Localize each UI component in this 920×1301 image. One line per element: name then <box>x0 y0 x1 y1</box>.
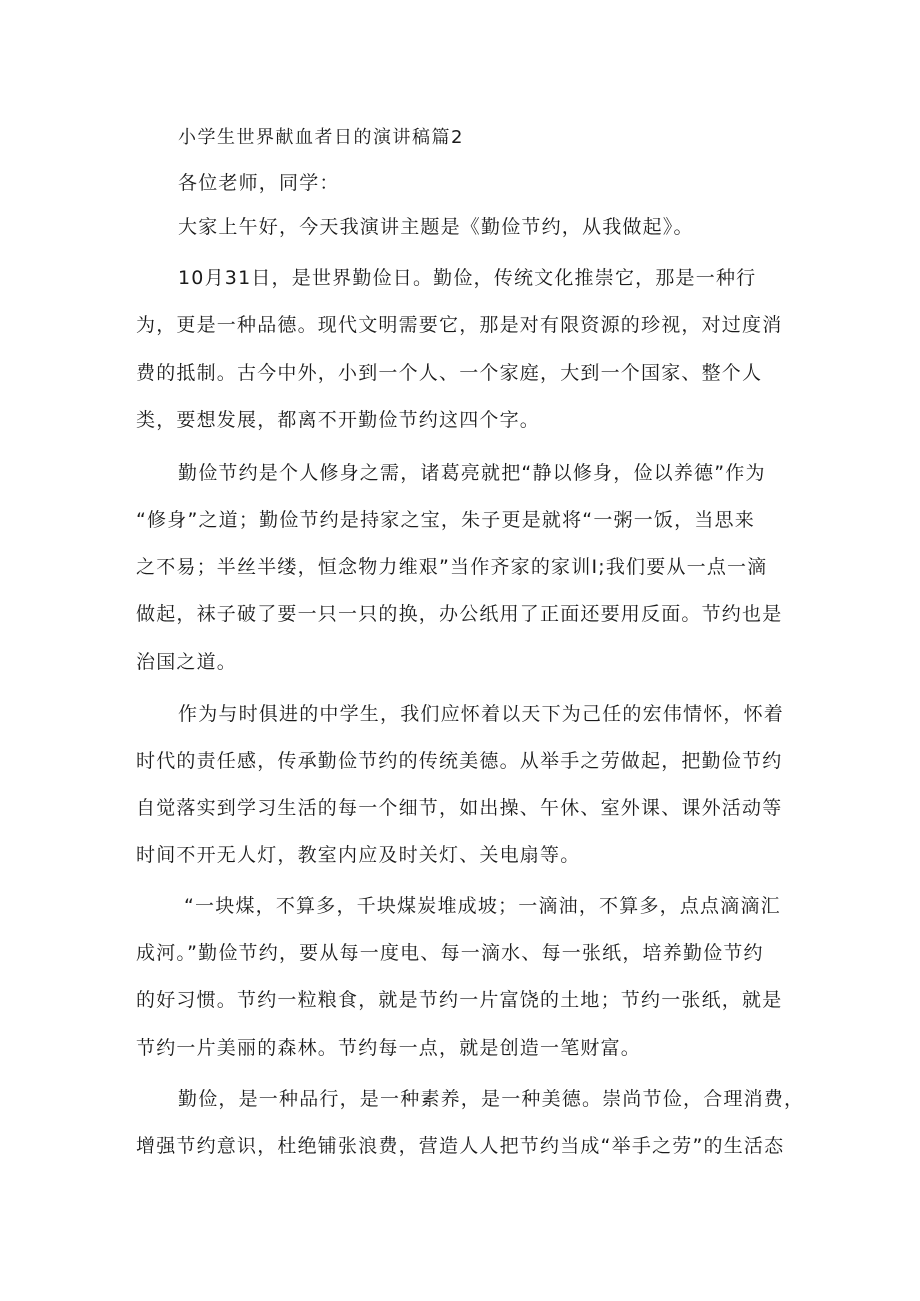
paragraph-4-line-1: 作为与时俱进的中学生，我们应怀着以天下为己任的宏伟情怀，怀着 <box>178 703 785 725</box>
paragraph-2-line-1: 10月31日，是世界勤俭日。勤俭，传统文化推崇它，那是一种行 <box>178 267 757 289</box>
paragraph-4-line-2: 时代的责任感，传承勤俭节约的传统美德。从举手之劳做起，把勤俭节约 <box>136 750 783 772</box>
paragraph-3-line-3: 之不易；半丝半缕，恒念物力维艰”当作齐家的家训I;我们要从一点一滴 <box>136 556 768 578</box>
paragraph-2-line-3: 费的抵制。古今中外，小到一个人、一个家庭，大到一个国家、整个人 <box>136 362 763 384</box>
paragraph-5-line-4: 节约一片美丽的森林。节约每一点，就是创造一笔财富。 <box>136 1037 642 1059</box>
paragraph-4-line-4: 时间不开无人灯，教室内应及时关灯、关电扇等。 <box>136 844 581 866</box>
paragraph-3-line-4: 做起，袜子破了要一只一只的换，办公纸用了正面还要用反面。节约也是 <box>136 603 783 625</box>
greeting: 各位老师，同学： <box>178 172 340 194</box>
paragraph-6-line-1: 勤俭，是一种品行，是一种素养，是一种美德。崇尚节俭，合理消费， <box>178 1088 805 1110</box>
paragraph-6-line-2: 增强节约意识，杜绝铺张浪费，营造人人把节约当成“举手之劳”的生活态 <box>136 1135 785 1157</box>
paragraph-3-line-2: “修身”之道；勤俭节约是持家之宝，朱子更是就将“一粥一饭，当思来 <box>136 509 755 531</box>
paragraph-1-line-1: 大家上午好，今天我演讲主题是《勤俭节约，从我做起》。 <box>178 216 694 238</box>
paragraph-3-line-1: 勤俭节约是个人修身之需，诸葛亮就把“静以修身，俭以养德”作为 <box>178 462 766 484</box>
paragraph-2-line-2: 为，更是一种品德。现代文明需要它，那是对有限资源的珍视，对过度消 <box>136 314 783 336</box>
paragraph-4-line-3: 自觉落实到学习生活的每一个细节，如出操、午休、室外课、课外活动等 <box>136 797 783 819</box>
paragraph-3-line-5: 治国之道。 <box>136 651 238 673</box>
paragraph-5-line-2: 成河。”勤俭节约，要从每一度电、每一滴水、每一张纸，培养勤俭节约 <box>136 942 764 964</box>
paragraph-5-line-1: “一块煤，不算多，千块煤炭堆成坡；一滴油，不算多，点点滴滴汇 <box>184 895 781 917</box>
paragraph-5-line-3: 的好习惯。节约一粒粮食，就是节约一片富饶的土地；节约一张纸，就是 <box>136 989 783 1011</box>
document-title: 小学生世界献血者日的演讲稿篇2 <box>178 127 464 148</box>
paragraph-2-line-4: 类，要想发展，都离不开勤俭节约这四个字。 <box>136 409 541 431</box>
